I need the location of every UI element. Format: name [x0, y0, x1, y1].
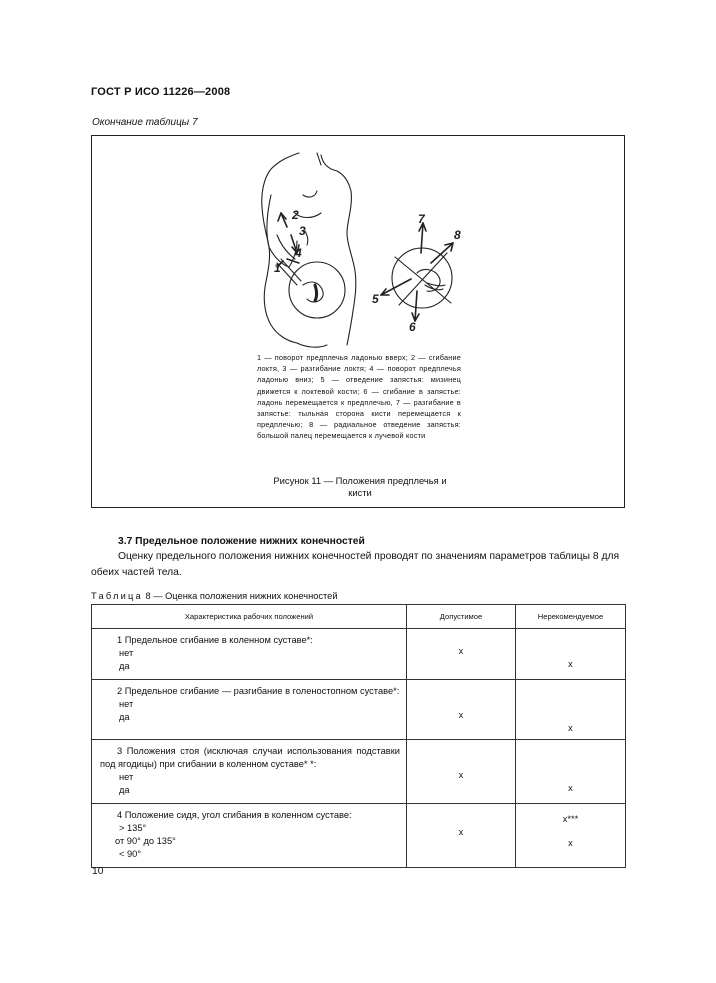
- table-caption: [91, 591, 338, 601]
- row-option: > 135°: [119, 823, 147, 833]
- row-allowed-cell: [407, 629, 516, 680]
- section-paragraph: Оценку предельного положения нижних конечностей проводят по значениям параметров таблицы 8 для обеих частей тела.: [91, 551, 620, 578]
- row-title: 4 Положение сидя, угол сгибания в коленном суставе:: [117, 810, 352, 820]
- header-characteristics: Характеристика рабочих положений: [92, 605, 407, 629]
- figure-caption-line1: Рисунок 11 — Положения предплечья и: [273, 475, 447, 486]
- row-option: нет: [119, 699, 134, 709]
- table-continuation-note: Окончание таблицы 7: [92, 117, 198, 128]
- row-allowed-cell: [407, 804, 516, 868]
- lower-limb-table: [91, 604, 626, 868]
- row-not-recommended-cell: [516, 740, 626, 804]
- row-title: 3 Положения стоя (исключая случаи использования подставки под ягодицы) при сгибании в коленном суставе* *:: [100, 746, 400, 769]
- row-option: < 90°: [119, 849, 142, 859]
- row-characteristic: [92, 680, 407, 740]
- figure-number-1: 1: [274, 261, 281, 275]
- figure-caption: [253, 475, 467, 499]
- table-row: [92, 629, 626, 680]
- header-not-recommended: Нерекомендуемое: [516, 605, 626, 629]
- row-option: от 90° до 135°: [115, 836, 176, 846]
- table-row: [92, 740, 626, 804]
- figure-number-2: 2: [292, 208, 299, 222]
- table-header-row: [92, 605, 626, 629]
- document-header: ГОСТ Р ИСО 11226—2008: [91, 86, 231, 98]
- torso-illustration: [262, 153, 356, 347]
- table-caption-text: 8 — Оценка положения нижних конечностей: [142, 591, 338, 601]
- row-option: нет: [119, 772, 134, 782]
- header-allowed: Допустимое: [407, 605, 516, 629]
- row-not-recommended-cell: [516, 804, 626, 868]
- allowed-mark: x: [458, 646, 464, 656]
- row-option: да: [119, 785, 130, 795]
- section-heading: 3.7 Предельное положение нижних конечностей: [118, 536, 365, 547]
- row-allowed-cell: [407, 680, 516, 740]
- page-number: 10: [92, 866, 104, 877]
- row-not-recommended-cell: [516, 629, 626, 680]
- figure-number-7: 7: [418, 212, 425, 226]
- not-recommended-mark: x: [568, 838, 573, 848]
- not-recommended-mark: x: [568, 723, 573, 733]
- table-row: [92, 680, 626, 740]
- table-caption-label: Таблица: [91, 591, 143, 601]
- allowed-mark: x: [458, 827, 464, 837]
- row-characteristic: [92, 629, 407, 680]
- figure-caption-line2: кисти: [348, 487, 372, 498]
- row-option: нет: [119, 648, 134, 658]
- row-option: да: [119, 712, 130, 722]
- row-title: 2 Предельное сгибание — разгибание в голеностопном суставе*:: [117, 686, 400, 696]
- allowed-mark: x: [458, 710, 464, 720]
- figure-number-4: 4: [295, 246, 302, 260]
- row-option: да: [119, 661, 130, 671]
- table-row: [92, 804, 626, 868]
- not-recommended-mark: x***: [562, 814, 579, 824]
- row-title: 1 Предельное сгибание в коленном суставе*:: [117, 635, 313, 645]
- wrist-illustration: [381, 223, 453, 321]
- figure-legend: 1 — поворот предплечья ладонью вверх; 2 — сгибание локтя, 3 — разгибание локтя; 4 — поворот предплечья ладонью вниз; 5 — отведение запястья: мизинец движется к локтевой кости; 6 — сгибание в запястье: ладонь перемещается к предплечью, 7 — разгибание в запястье: тыльная сторона кисти перемещается к предплечью; 8 — радиальное отведение запястья: большой палец перемещается к лучевой кости: [257, 353, 461, 441]
- row-allowed-cell: [407, 740, 516, 804]
- figure-drawing: [91, 135, 625, 508]
- figure-number-3: 3: [299, 224, 306, 238]
- row-characteristic: [92, 804, 407, 868]
- allowed-mark: x: [458, 770, 464, 780]
- figure-number-5: 5: [372, 292, 379, 306]
- figure-number-8: 8: [454, 228, 461, 242]
- not-recommended-mark: x: [568, 659, 573, 669]
- row-not-recommended-cell: [516, 680, 626, 740]
- figure-number-6: 6: [409, 320, 416, 334]
- not-recommended-mark: x: [568, 783, 573, 793]
- row-characteristic: [92, 740, 407, 804]
